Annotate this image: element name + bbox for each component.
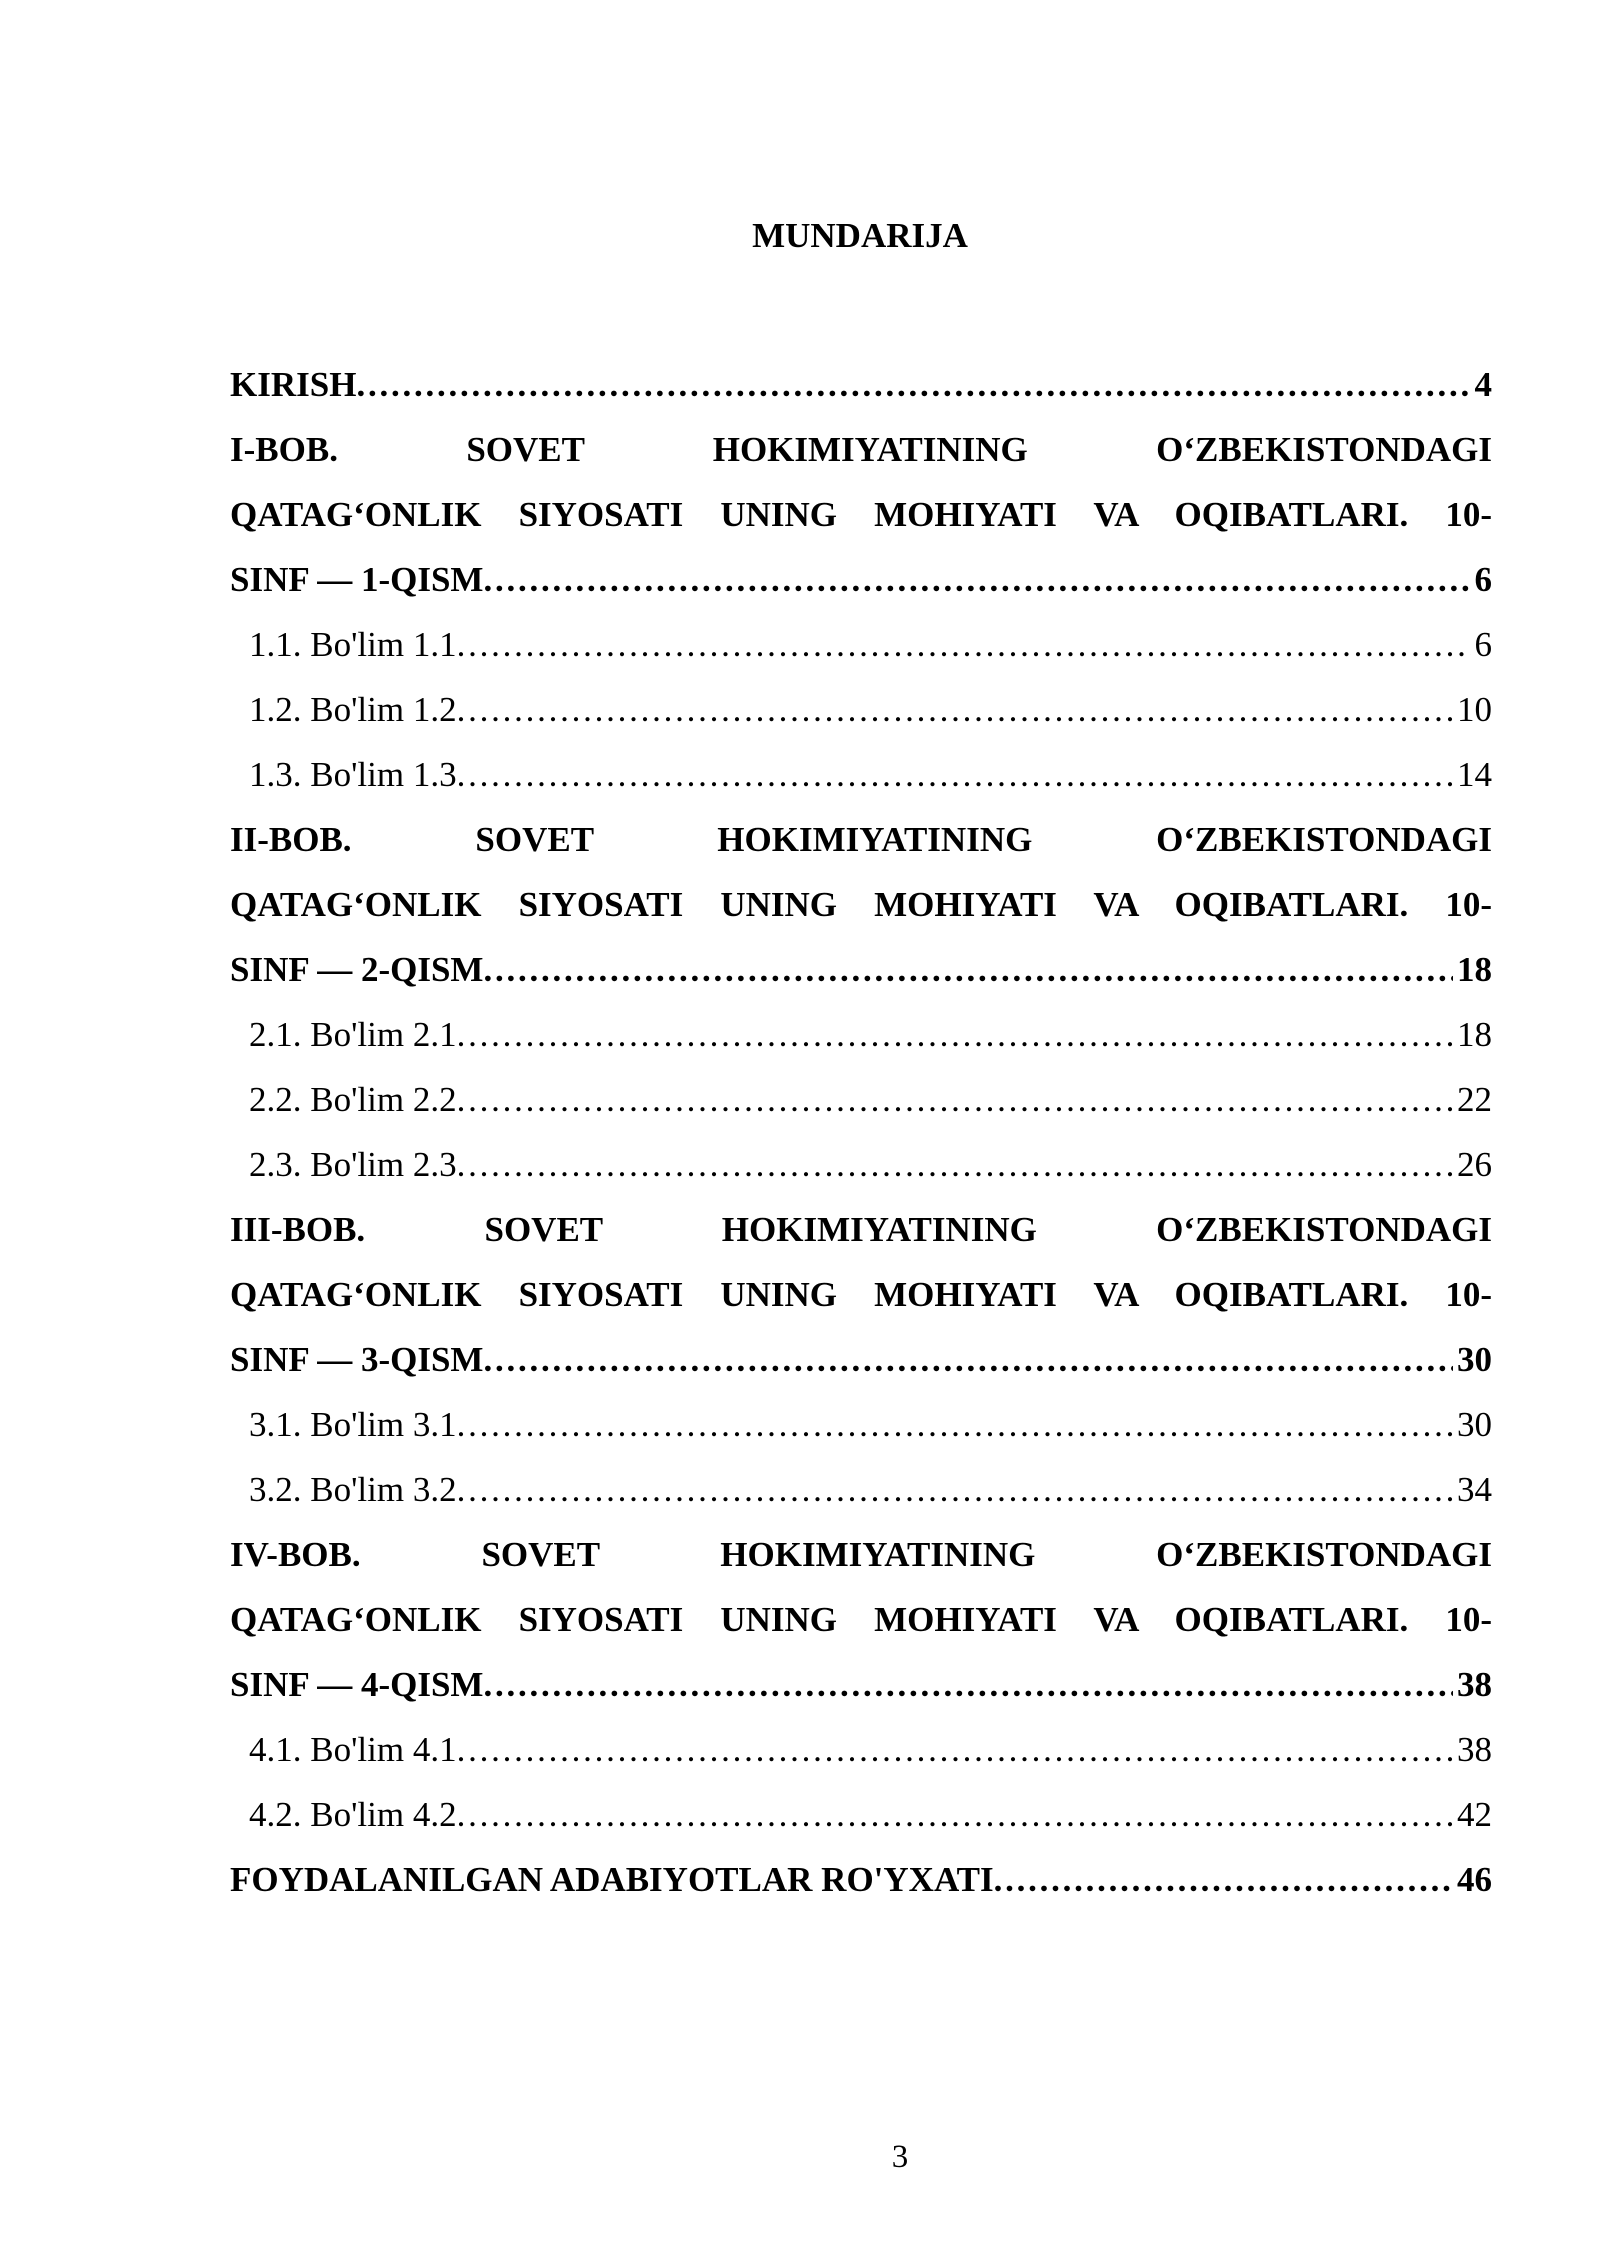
toc-chapter[interactable]	[230, 1197, 1492, 1392]
dot-leader	[457, 612, 1471, 677]
toc-section[interactable]	[230, 1132, 1492, 1197]
dot-leader	[457, 1782, 1453, 1847]
chapter-title-line: II-BOB. SOVET HOKIMIYATINING O‘ZBEKISTONDAGI	[230, 820, 1492, 859]
dot-leader	[994, 1847, 1453, 1912]
toc-entry-label: 1.3. Bo'lim 1.3	[249, 755, 457, 794]
dot-leader	[457, 1132, 1453, 1197]
dot-leader	[483, 937, 1453, 1002]
page-title: MUNDARIJA	[752, 216, 968, 255]
dot-leader	[483, 1652, 1453, 1717]
toc-chapter[interactable]	[230, 417, 1492, 612]
toc-page-number: 18	[1457, 1015, 1492, 1054]
chapter-title-line: I-BOB. SOVET HOKIMIYATINING O‘ZBEKISTONDAGI	[230, 430, 1492, 469]
chapter-title-last-line	[230, 547, 1492, 612]
toc-section[interactable]	[230, 1717, 1492, 1782]
toc-entry-kirish[interactable]	[230, 352, 1492, 417]
toc-entry-label: SINF — 1-QISM	[230, 560, 484, 599]
toc-page-number: 42	[1457, 1795, 1492, 1834]
toc-page-number: 14	[1457, 755, 1492, 794]
toc-section[interactable]	[230, 612, 1492, 677]
toc-page-number: 30	[1457, 1340, 1492, 1379]
toc-entry-label: 2.1. Bo'lim 2.1	[249, 1015, 457, 1054]
dot-leader	[483, 547, 1470, 612]
table-of-contents	[230, 352, 1492, 1912]
dot-leader	[457, 1002, 1453, 1067]
toc-section[interactable]	[230, 742, 1492, 807]
toc-section[interactable]	[230, 677, 1492, 742]
chapter-title-line: IV-BOB. SOVET HOKIMIYATINING O‘ZBEKISTONDAGI	[230, 1535, 1492, 1574]
toc-page-number: 10	[1457, 690, 1492, 729]
toc-section[interactable]	[230, 1782, 1492, 1847]
toc-section[interactable]	[230, 1002, 1492, 1067]
toc-entry-label: 4.1. Bo'lim 4.1	[249, 1730, 457, 1769]
toc-entry-label: KIRISH	[230, 365, 357, 404]
chapter-title-last-line	[230, 1652, 1492, 1717]
chapter-title-line: QATAG‘ONLIK SIYOSATI UNING MOHIYATI VA OQIBATLARI. 10-	[230, 495, 1492, 534]
dot-leader	[457, 1067, 1453, 1132]
dot-leader	[483, 1327, 1453, 1392]
chapter-title-last-line	[230, 937, 1492, 1002]
chapter-title-last-line	[230, 1327, 1492, 1392]
toc-section[interactable]	[230, 1457, 1492, 1522]
toc-section[interactable]	[230, 1067, 1492, 1132]
toc-page-number: 46	[1457, 1860, 1492, 1899]
toc-page-number: 26	[1457, 1145, 1492, 1184]
chapter-title-line: QATAG‘ONLIK SIYOSATI UNING MOHIYATI VA OQIBATLARI. 10-	[230, 885, 1492, 924]
toc-entry-label: 1.1. Bo'lim 1.1	[249, 625, 457, 664]
toc-entry-label: 1.2. Bo'lim 1.2	[249, 690, 457, 729]
toc-section[interactable]	[230, 1392, 1492, 1457]
toc-page-number: 34	[1457, 1470, 1492, 1509]
toc-entry-label: 4.2. Bo'lim 4.2	[249, 1795, 457, 1834]
toc-page-number: 4	[1474, 365, 1492, 404]
toc-entry-label: 3.1. Bo'lim 3.1	[249, 1405, 457, 1444]
toc-entry-label: 2.3. Bo'lim 2.3	[249, 1145, 457, 1184]
toc-entry-label: 3.2. Bo'lim 3.2	[249, 1470, 457, 1509]
toc-chapter[interactable]	[230, 807, 1492, 1002]
dot-leader	[457, 742, 1453, 807]
toc-page-number: 22	[1457, 1080, 1492, 1119]
dot-leader	[457, 1457, 1453, 1522]
toc-chapter[interactable]	[230, 1522, 1492, 1717]
dot-leader	[457, 677, 1453, 742]
dot-leader	[356, 352, 1470, 417]
toc-entry-label: FOYDALANILGAN ADABIYOTLAR RO'YXATI	[230, 1860, 994, 1899]
dot-leader	[457, 1392, 1453, 1457]
page-number: 3	[891, 2139, 909, 2175]
dot-leader	[457, 1717, 1453, 1782]
toc-page-number: 18	[1457, 950, 1492, 989]
toc-entry-label: 2.2. Bo'lim 2.2	[249, 1080, 457, 1119]
toc-page-number: 30	[1457, 1405, 1492, 1444]
toc-page-number: 38	[1457, 1730, 1492, 1769]
toc-entry-label: SINF — 4-QISM	[230, 1665, 484, 1704]
toc-entry-bibliography[interactable]	[230, 1847, 1492, 1912]
toc-page-number: 38	[1457, 1665, 1492, 1704]
chapter-title-line: III-BOB. SOVET HOKIMIYATINING O‘ZBEKISTONDAGI	[230, 1210, 1492, 1249]
chapter-title-line: QATAG‘ONLIK SIYOSATI UNING MOHIYATI VA OQIBATLARI. 10-	[230, 1600, 1492, 1639]
chapter-title-line: QATAG‘ONLIK SIYOSATI UNING MOHIYATI VA OQIBATLARI. 10-	[230, 1275, 1492, 1314]
toc-entry-label: SINF — 3-QISM	[230, 1340, 484, 1379]
toc-entry-label: SINF — 2-QISM	[230, 950, 484, 989]
toc-page-number: 6	[1474, 560, 1492, 599]
toc-page-number: 6	[1474, 625, 1492, 664]
